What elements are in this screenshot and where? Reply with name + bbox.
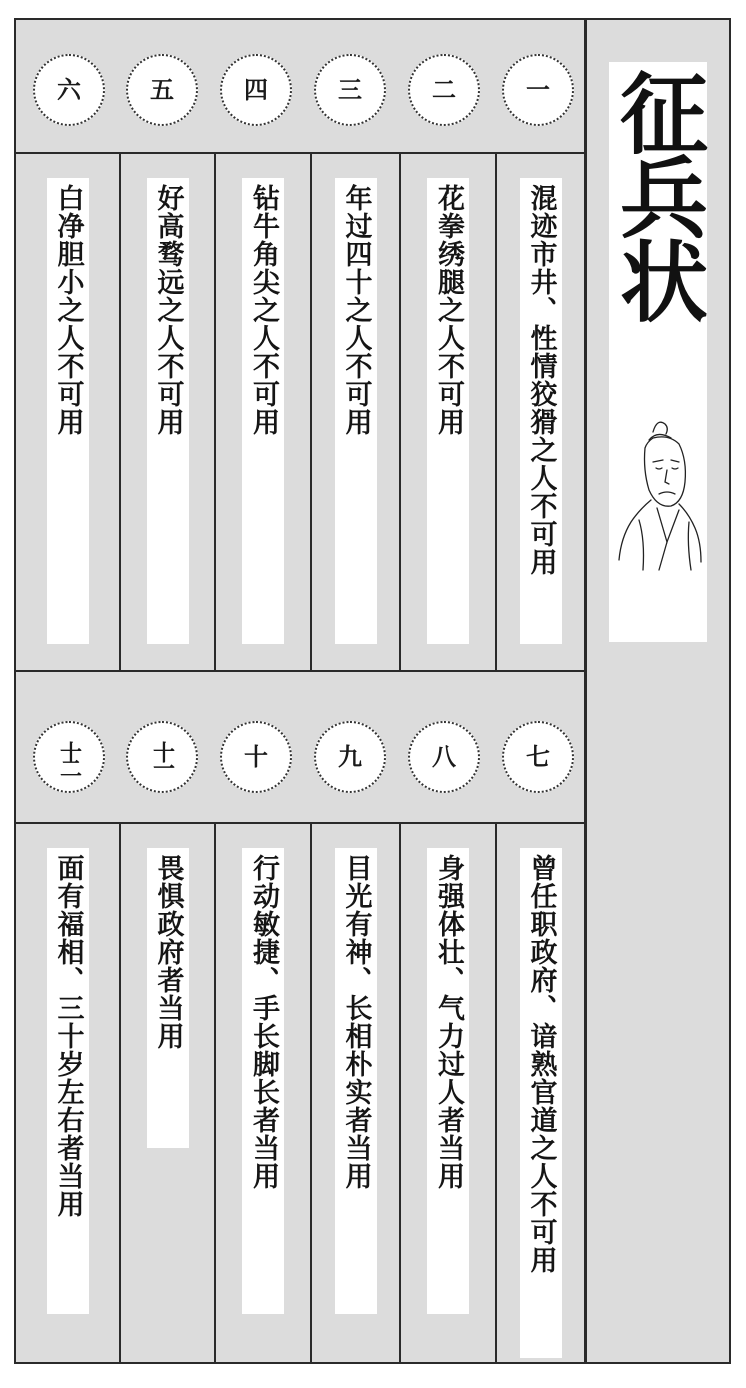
number-badge-1: 一 [502,54,574,126]
rule-column-6 [16,154,119,670]
rule-column-12 [16,824,119,1364]
rule-column-10 [214,824,310,1364]
bottom-section [16,670,584,1364]
bottom-number-row [16,672,584,824]
rule-text: 曾任职政府、谙熟官道之人不可用 [520,848,562,1358]
rule-column-9 [310,824,399,1364]
rule-text: 面有福相、三十岁左右者当用 [47,848,89,1314]
rule-text: 身强体壮、气力过人者当用 [427,848,469,1314]
rule-column-1 [495,154,584,670]
number-badge-8: 八 [408,721,480,793]
bottom-columns [16,824,584,1364]
number-badge-3: 三 [314,54,386,126]
rule-text: 白净胆小之人不可用 [47,178,89,644]
number-badge-12 [33,721,105,793]
number-badge-9: 九 [314,721,386,793]
top-section [16,20,584,670]
rule-text: 好高骛远之人不可用 [147,178,189,644]
scholar-portrait-icon [609,410,707,580]
vertical-divider [584,20,587,1362]
rule-column-11 [119,824,214,1364]
number-badge-7: 七 [502,721,574,793]
rule-column-3 [310,154,399,670]
rule-text: 混迹市井、性情狡猾之人不可用 [520,178,562,644]
number-label: 十二 [56,741,83,773]
number-badge-4: 四 [220,54,292,126]
number-badge-10: 十 [220,721,292,793]
rule-column-5 [119,154,214,670]
top-number-row [16,20,584,154]
rule-column-8 [399,824,495,1364]
title-panel [606,62,710,642]
number-badge-11 [126,721,198,793]
number-badge-6: 六 [33,54,105,126]
rule-text: 畏惧政府者当用 [147,848,189,1148]
rule-column-2 [399,154,495,670]
rule-text: 年过四十之人不可用 [335,178,377,644]
top-columns [16,154,584,670]
rule-text: 钻牛角尖之人不可用 [242,178,284,644]
rule-text: 行动敏捷、手长脚长者当用 [242,848,284,1314]
rule-column-4 [214,154,310,670]
rule-text: 目光有神、长相朴实者当用 [335,848,377,1314]
page-title: 征兵状 [606,68,710,320]
recruitment-notice-frame [14,18,731,1364]
rule-text: 花拳绣腿之人不可用 [427,178,469,644]
number-badge-5: 五 [126,54,198,126]
rule-column-7 [495,824,584,1364]
number-label: 十一 [149,741,176,773]
number-badge-2: 二 [408,54,480,126]
